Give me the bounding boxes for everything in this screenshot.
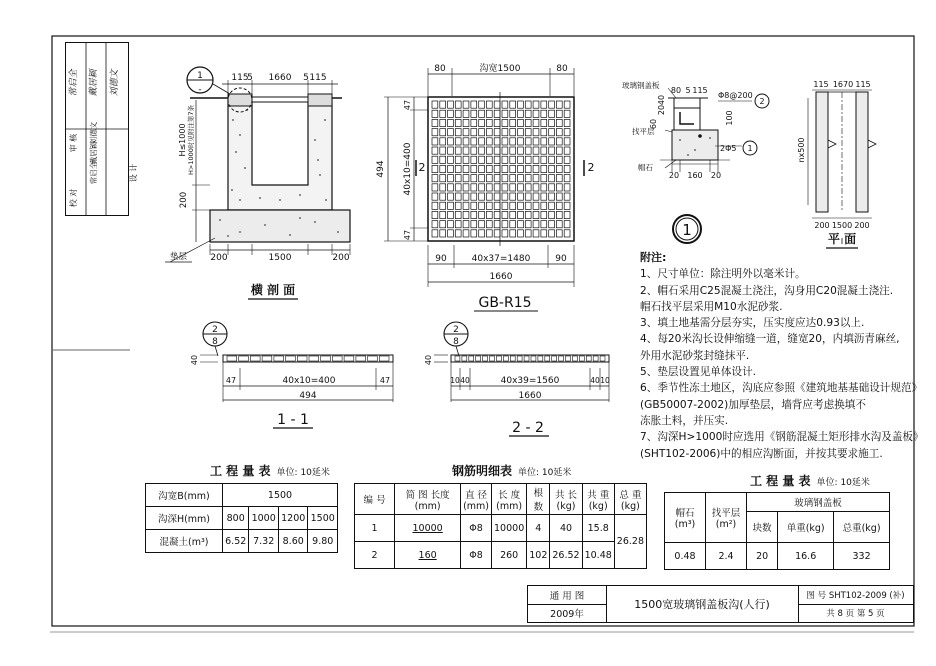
dim-bottom-2: 1500	[268, 253, 292, 263]
dim-bottom-1: 200	[210, 253, 228, 263]
table-row	[146, 507, 338, 530]
qty-table-1	[145, 483, 338, 553]
qty-table-2-unit: 单位: 10延米	[816, 478, 870, 488]
table-header: 块数	[747, 512, 778, 543]
sidebar-name-1: 常启全	[89, 161, 98, 185]
table-header: 玻璃钢盖板	[747, 493, 890, 512]
cover-left-dim-3: 47	[403, 229, 412, 241]
qty-table-1-title: 工 程 量 表	[210, 464, 271, 478]
qty-table-1-unit: 单位: 10延米	[276, 468, 330, 478]
cover-overall-bottom: 1660	[489, 272, 513, 282]
s22-dim-4: 40	[590, 376, 600, 385]
plan-dim-bottom-1: 200	[814, 221, 830, 230]
table-cell: 26.28	[614, 515, 646, 569]
qty-table-2-title: 工 程 量 表	[750, 474, 811, 488]
table-header: 编 号	[355, 484, 395, 515]
note-line: 4、每20米沟长设伸缩缝一道，缝宽20，内填沥青麻丝,	[640, 333, 900, 346]
title-block-year: 2009年	[528, 604, 607, 622]
detail-dim-80: 80	[670, 86, 682, 95]
plan-dim-top-3: 115	[855, 80, 871, 89]
title-block-title: 1500宽玻璃钢盖板沟(人行)	[606, 586, 799, 622]
qty-table-2-caption	[750, 472, 870, 489]
cover-bottom-dim-2: 40x37=1480	[471, 254, 531, 264]
s22-dim-3: 40x39=1560	[500, 376, 560, 386]
dim-top-4: 5	[303, 73, 309, 83]
title-block-drawing-no: 图 号 SHT102-2009 (补)	[798, 586, 913, 605]
table-cell: 332	[834, 543, 890, 570]
rebar-table-unit: 单位: 10延米	[518, 468, 572, 478]
table-cell: 800	[223, 507, 249, 530]
s11-dim-1: 47	[225, 376, 237, 385]
section-callout-number: 1	[197, 71, 203, 81]
note-line: 7、沟深H>1000时应选用《钢筋混凝土矩形排水沟及盖板》	[640, 431, 924, 444]
table-header: 找平层 (m²)	[706, 493, 747, 543]
note-line: 5、垫层设置见单体设计.	[640, 366, 757, 379]
s11-thickness: 40	[190, 354, 199, 366]
table-row	[355, 515, 647, 542]
title-block	[527, 585, 914, 623]
table-header: 共 重 (kg)	[582, 484, 614, 515]
note-line: 1、尺寸单位：除注明外以毫米计。	[640, 268, 806, 281]
s22-overall: 1660	[518, 391, 542, 401]
note-line: 6、季节性冻土地区，沟底应参照《建筑地基基础设计规范》	[640, 382, 923, 395]
sidebar-name-3: 刘德文	[89, 121, 98, 145]
table-cell: 2	[355, 542, 395, 569]
table-cell: 8.60	[278, 530, 308, 553]
section-callout-sheet: -	[198, 85, 202, 95]
s22-thickness: 40	[424, 354, 433, 366]
detail-dim-20: 20	[657, 104, 666, 116]
table-header: 单重(kg)	[778, 512, 834, 543]
table-cell: 沟深H(mm)	[146, 507, 223, 530]
note-line: 外用水泥砂浆封缝抹平.	[640, 349, 750, 362]
detail-dim-100: 100	[725, 110, 734, 126]
table-row	[355, 542, 647, 569]
table-cell: 1200	[278, 507, 308, 530]
note-line: 冻胀土料，并压实.	[640, 414, 729, 427]
plan-dim-top-2: 1670	[832, 80, 854, 89]
note-line: 帽石找平层采用M10水泥砂浆.	[640, 300, 783, 313]
s11-overall: 494	[299, 391, 317, 401]
note-line: 3、填土地基需分层夯实，压实度应达0.93以上.	[640, 317, 865, 330]
table-cell: 1500	[308, 507, 338, 530]
detail-dim-60: 60	[649, 118, 658, 130]
table-header: 根数	[527, 484, 550, 515]
table-cell: 10.48	[582, 542, 614, 569]
cover-left-dim-2: 40x10=400	[403, 142, 413, 196]
rebar-table-title: 钢筋明细表	[452, 464, 513, 478]
s11-dim-2: 40x10=400	[282, 376, 336, 386]
cover-title: GB-R15	[478, 295, 532, 311]
table-cell: 混凝土(m³)	[146, 530, 223, 553]
table-header: 长 度 (mm)	[492, 484, 527, 515]
sidebar-signature-1: 常启全	[69, 69, 79, 97]
table-row	[665, 493, 890, 512]
cover-section-mark-right: 2	[587, 161, 595, 174]
table-cell: 20	[747, 543, 778, 570]
dim-top-2: 5	[247, 73, 253, 83]
s11-title: 1 - 1	[277, 412, 309, 428]
table-cell: 160	[395, 542, 461, 569]
detail-label-cap: 帽石	[638, 163, 653, 172]
s22-callout-bottom: 8	[453, 337, 459, 347]
sidebar-signature-2: 戴居颖	[89, 69, 99, 97]
table-header: 直 径 (mm)	[461, 484, 492, 515]
sidebar-signature-3: 刘德文	[110, 69, 120, 97]
cover-top-dim-3: 80	[556, 64, 568, 74]
notes-block	[640, 250, 924, 462]
joint-detail	[660, 88, 769, 243]
detail-dim-b160: 160	[687, 171, 703, 180]
detail-dim-5: 5	[685, 86, 691, 95]
rebar-table	[354, 483, 647, 569]
table-row	[355, 484, 647, 515]
cover-section-mark-left: 2	[418, 161, 426, 174]
pad-label: 垫层	[170, 252, 188, 262]
table-cell: 4	[527, 515, 550, 542]
table-header: 简 图 长度(mm)	[395, 484, 461, 515]
s22-dim-2: 40	[460, 376, 470, 385]
cover-top-dim-1: 80	[434, 64, 446, 74]
signature-block	[65, 42, 138, 216]
plan-title: 平 面	[827, 232, 857, 246]
plan-dim-bottom-2: 1500	[831, 221, 853, 230]
s22-callout-top: 2	[453, 325, 459, 335]
cross-section-drawing	[165, 67, 350, 299]
table-cell: 102	[527, 542, 550, 569]
qty-table-1-caption	[210, 462, 330, 479]
height-label: H≤1000	[178, 123, 187, 157]
table-header: 总 重 (kg)	[614, 484, 646, 515]
table-cell: 7.32	[249, 530, 279, 553]
detail-callout-2: 2	[759, 97, 765, 106]
detail-label-cover: 玻璃钢盖板	[622, 81, 660, 90]
sidebar-name-2: 戴居颖	[89, 141, 98, 165]
table-row	[146, 530, 338, 553]
detail-dim-b20a: 20	[668, 171, 680, 180]
notes-title: 附注:	[640, 251, 667, 264]
plan-dim-bottom-3: 200	[854, 221, 870, 230]
detail-rebar-2phi5: 2Φ5	[720, 144, 737, 153]
cover-left-dim-1: 47	[403, 99, 412, 111]
s22-title: 2 - 2	[512, 420, 544, 436]
table-cell: 10000	[492, 515, 527, 542]
s22-dim-1: 10	[450, 376, 460, 385]
sidebar-role-2: 校 对	[69, 188, 78, 208]
table-cell: 1500	[223, 484, 338, 507]
cover-overall-left: 494	[376, 160, 386, 178]
table-cell: 6.52	[223, 530, 249, 553]
detail-callout-1: 1	[747, 144, 753, 153]
cover-bottom-dim-3: 90	[555, 254, 567, 264]
dim-top-3: 1660	[268, 73, 292, 83]
table-row	[665, 543, 890, 570]
cover-bottom-dim-1: 90	[435, 254, 447, 264]
title-block-label: 通 用 图	[528, 586, 607, 605]
section-title: 横 剖 面	[250, 283, 296, 297]
table-cell: 260	[492, 542, 527, 569]
note-line: (GB50007-2002)加厚垫层，墙背应考虑换填不	[640, 398, 866, 411]
dim-top-5: 115	[309, 73, 327, 83]
s11-dim-3: 47	[379, 376, 391, 385]
cover-top-dim-2: 沟宽1500	[479, 64, 521, 74]
qty-table-2	[664, 492, 890, 570]
dim-bottom-3: 200	[332, 253, 350, 263]
detail-index-circle: 1	[682, 221, 692, 239]
table-cell: 26.52	[550, 542, 582, 569]
height-label-note: H>1000时见附注第7条	[187, 104, 195, 176]
table-header: 总重(kg)	[834, 512, 890, 543]
detail-dim-b20b: 20	[710, 171, 722, 180]
table-header: 帽石 (m³)	[665, 493, 706, 543]
table-header: 共 长 (kg)	[550, 484, 582, 515]
note-line: 2、帽石采用C25混凝土浇注，沟身用C20混凝土浇注.	[640, 284, 894, 297]
cover-plate-grid	[428, 97, 574, 241]
table-cell: 16.6	[778, 543, 834, 570]
sidebar-role-3: 审 核	[69, 133, 78, 153]
sidebar-role-1: 设 计	[129, 163, 138, 183]
table-cell: 沟宽B(mm)	[146, 484, 223, 507]
base-dim: 200	[179, 191, 189, 209]
title-block-pages: 共 8 页 第 5 页	[826, 609, 885, 619]
table-cell: 1	[355, 515, 395, 542]
plan-side-dim: nx500	[797, 137, 806, 163]
detail-dim-40: 40	[657, 94, 666, 106]
plan-dim-top-1: 115	[813, 80, 829, 89]
s22-dim-5: 10	[600, 376, 610, 385]
table-cell: 2.4	[706, 543, 747, 570]
table-cell: 1000	[249, 507, 279, 530]
table-cell: 10000	[395, 515, 461, 542]
s11-callout-top: 2	[212, 325, 218, 335]
table-cell: Φ8	[461, 542, 492, 569]
table-cell: 9.80	[308, 530, 338, 553]
table-cell: 15.8	[582, 515, 614, 542]
table-row	[146, 484, 338, 507]
s11-callout-bottom: 8	[212, 337, 218, 347]
detail-rebar-spec: Φ8@200	[718, 91, 753, 100]
dim-top-1: 115	[231, 73, 249, 83]
signature-grid	[66, 43, 138, 215]
table-cell: 40	[550, 515, 582, 542]
rebar-table-caption	[452, 462, 571, 479]
detail-label-leveling: 找平层	[632, 127, 655, 136]
table-cell: Φ8	[461, 515, 492, 542]
note-line: (SHT102-2006)中的相应沟断面，并按其要求施工.	[640, 447, 883, 460]
table-cell: 0.48	[665, 543, 706, 570]
detail-dim-115: 115	[692, 86, 708, 95]
